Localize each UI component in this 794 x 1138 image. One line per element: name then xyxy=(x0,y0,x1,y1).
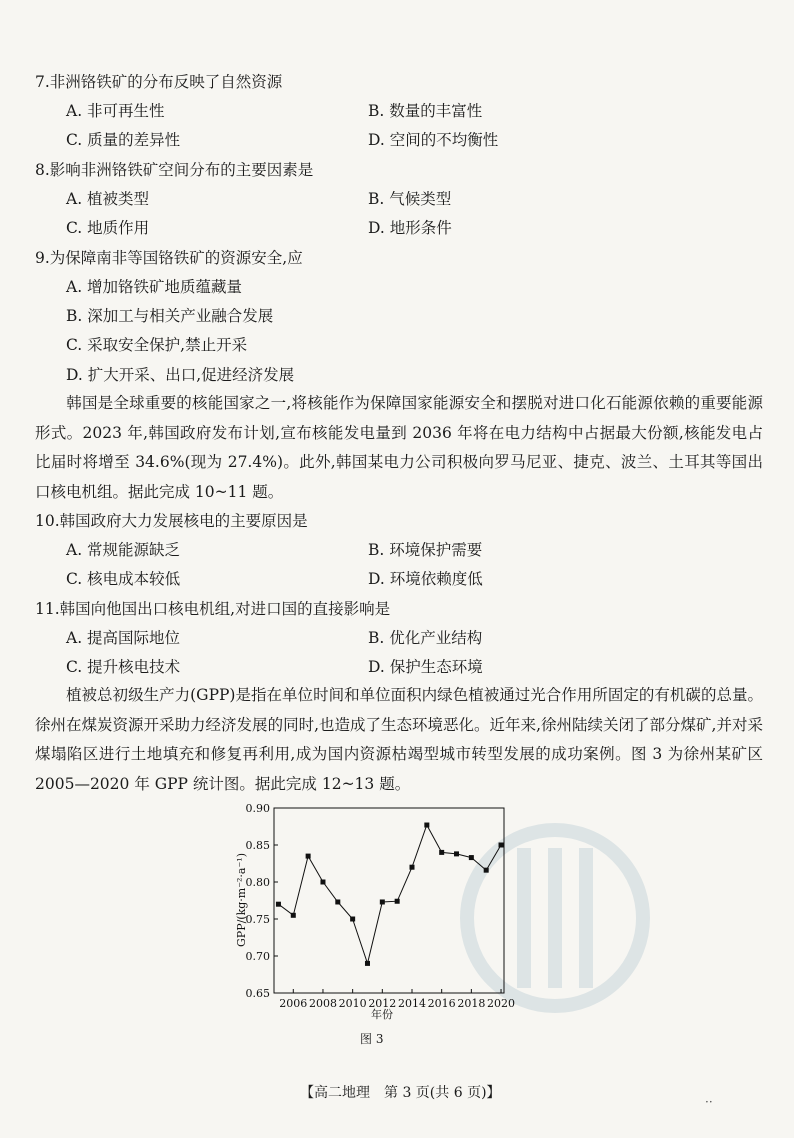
y-tick-label: 0.75 xyxy=(245,913,270,926)
data-point-2015 xyxy=(424,823,429,828)
passage-gpp xyxy=(35,681,763,799)
x-tick-label: 2008 xyxy=(308,997,337,1010)
page-footer: 【高二地理 第 3 页(共 6 页)】 xyxy=(300,1085,501,1101)
question-9-option-b: B. 深加工与相关产业融合发展 xyxy=(66,307,274,325)
data-point-2018 xyxy=(469,855,474,860)
data-point-2009 xyxy=(335,899,340,904)
y-tick-label: 0.80 xyxy=(245,876,270,889)
y-tick-label: 0.70 xyxy=(245,950,270,963)
question-9-stem: 9.为保障南非等国铬铁矿的资源安全,应 xyxy=(35,249,303,267)
question-7-option-b: B. 数量的丰富性 xyxy=(368,102,483,120)
question-7-stem: 7.非洲铬铁矿的分布反映了自然资源 xyxy=(35,73,283,91)
question-10-option-c: C. 核电成本较低 xyxy=(66,570,181,588)
question-8-stem: 8.影响非洲铬铁矿空间分布的主要因素是 xyxy=(35,161,314,179)
x-tick-label: 2016 xyxy=(427,997,456,1010)
x-tick-label: 2006 xyxy=(279,997,308,1010)
plot-frame xyxy=(274,808,504,993)
x-tick-label: 2018 xyxy=(457,997,486,1010)
gpp-line-chart xyxy=(230,800,520,1025)
question-8-option-c: C. 地质作用 xyxy=(66,219,150,237)
question-10-option-a: A. 常规能源缺乏 xyxy=(66,541,181,559)
question-10-option-d: D. 环境依赖度低 xyxy=(368,570,483,588)
x-tick-label: 2014 xyxy=(398,997,426,1010)
data-point-2016 xyxy=(439,850,444,855)
figure-caption: 图 3 xyxy=(360,1032,384,1046)
data-point-2011 xyxy=(365,961,370,966)
question-11-stem: 11.韩国向他国出口核电机组,对进口国的直接影响是 xyxy=(35,600,391,618)
x-tick-label: 2010 xyxy=(338,997,367,1010)
question-11-option-c: C. 提升核电技术 xyxy=(66,658,181,676)
data-point-2008 xyxy=(320,880,325,885)
data-point-2017 xyxy=(454,851,459,856)
data-point-2012 xyxy=(380,899,385,904)
passage-gpp-text: 植被总初级生产力(GPP)是指在单位时间和单位面积内绿色植被通过光合作用所固定的有机碳的总量。徐州在煤炭资源开采助力经济发展的同时,也造成了生态环境恶化。近年来,徐州陆续关闭了部分煤矿,并对采煤塌陷区进行土地填充和修复再利用,成为国内资源枯竭型城市转型发展的成功案例。图 3 为徐州某矿区 2005—2020 年 GPP 统计图。据此完成 12~13 题。 xyxy=(35,686,763,793)
y-tick-label: 0.65 xyxy=(245,987,270,1000)
data-point-2005 xyxy=(276,902,281,907)
y-axis-label: GPP/(kg·m⁻²·a⁻¹) xyxy=(235,853,248,947)
x-tick-label: 2012 xyxy=(368,997,397,1010)
question-11-option-d: D. 保护生态环境 xyxy=(368,658,483,676)
y-tick-label: 0.85 xyxy=(245,839,270,852)
x-tick-label: 2020 xyxy=(487,997,516,1010)
question-9-option-d: D. 扩大开采、出口,促进经济发展 xyxy=(66,366,295,384)
question-8-option-a: A. 植被类型 xyxy=(66,190,150,208)
x-axis-label: 年份 xyxy=(371,1008,393,1021)
question-8-option-d: D. 地形条件 xyxy=(368,219,452,237)
data-point-2020 xyxy=(499,843,504,848)
gpp-series-line xyxy=(279,825,502,963)
question-10-option-b: B. 环境保护需要 xyxy=(368,541,483,559)
question-7-option-c: C. 质量的差异性 xyxy=(66,131,181,149)
question-10-stem: 10.韩国政府大力发展核电的主要原因是 xyxy=(35,512,308,530)
y-tick-label: 0.90 xyxy=(245,802,270,815)
passage-korea-text: 韩国是全球重要的核能国家之一,将核能作为保障国家能源安全和摆脱对进口化石能源依赖的重要能源形式。2023 年,韩国政府发布计划,宣布核能发电量到 2036 年将在电力结构中占据最大份额,核能发电占比届时将增至 34.6%(现为 27.4%)。此外,韩国某电力公司积极向罗马尼亚、捷克、波兰、土耳其等国出口核电机组。据此完成 10~11 题。 xyxy=(35,394,763,501)
data-point-2007 xyxy=(306,854,311,859)
data-point-2019 xyxy=(484,868,489,873)
question-9-option-a: A. 增加铬铁矿地质蕴藏量 xyxy=(66,278,243,296)
question-7-option-a: A. 非可再生性 xyxy=(66,102,165,120)
question-8-option-b: B. 气候类型 xyxy=(368,190,452,208)
corner-mark: ·· xyxy=(705,1095,713,1109)
question-7-option-d: D. 空间的不均衡性 xyxy=(368,131,499,149)
data-point-2010 xyxy=(350,917,355,922)
data-point-2006 xyxy=(291,913,296,918)
passage-korea xyxy=(35,389,763,507)
data-point-2013 xyxy=(395,899,400,904)
question-11-option-b: B. 优化产业结构 xyxy=(368,629,483,647)
question-9-option-c: C. 采取安全保护,禁止开采 xyxy=(66,336,248,354)
data-point-2014 xyxy=(410,865,415,870)
question-11-option-a: A. 提高国际地位 xyxy=(66,629,181,647)
